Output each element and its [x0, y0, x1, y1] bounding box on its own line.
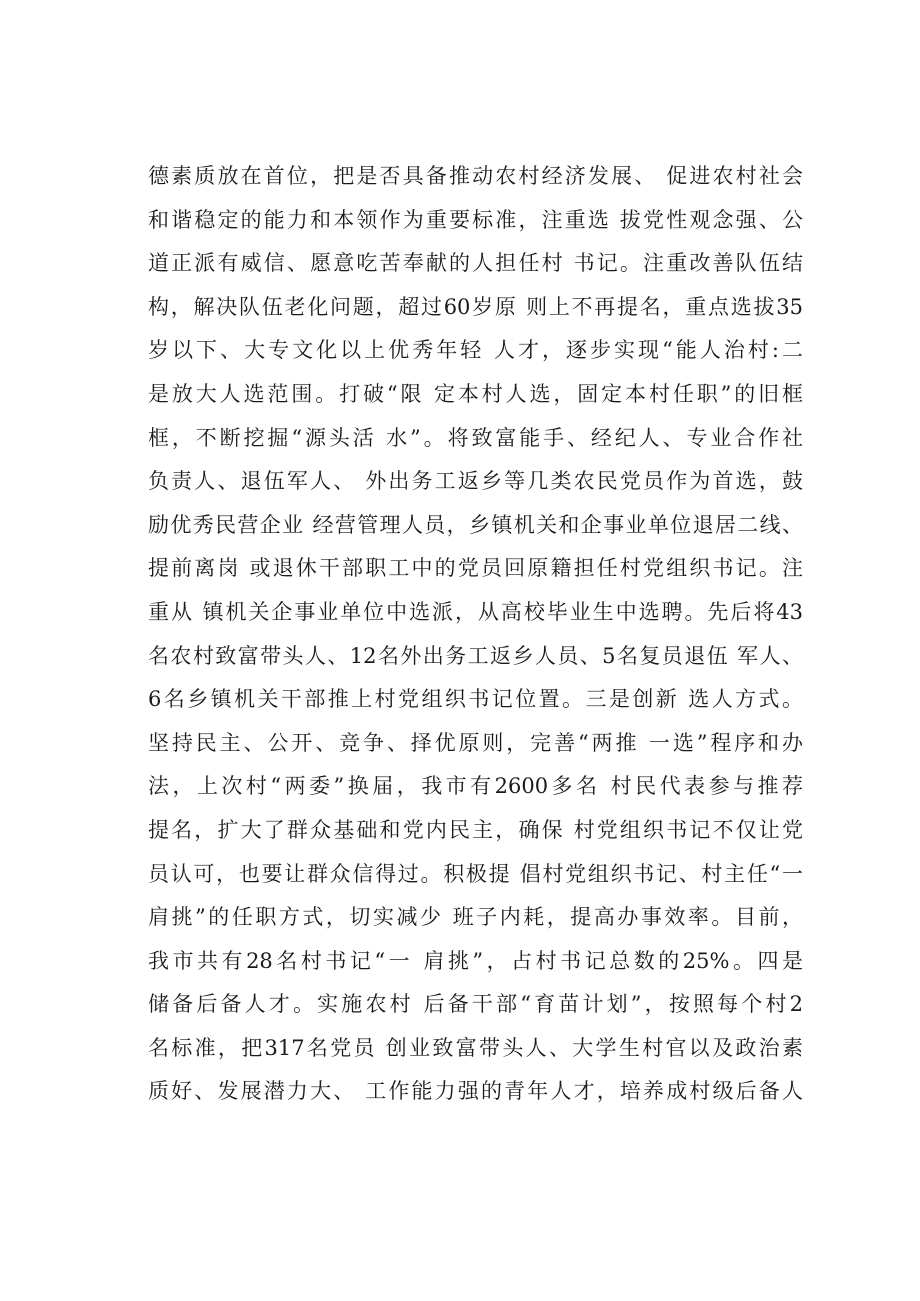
- text-line: 肩挑”的任职方式，切实减少 班子内耗，提高办事效率。目前，: [148, 905, 803, 930]
- text-line: 道正派有威信、愿意吃苦奉献的人担任村 书记。注重改善队伍结: [148, 251, 803, 276]
- text-line: 储备后备人才。实施农村 后备干部“育苗计划”，按照每个村2: [148, 992, 803, 1017]
- text-line: 励优秀民营企业 经营管理人员，乡镇机关和企事业单位退居二线、: [148, 512, 803, 537]
- text-line: 负责人、退伍军人、 外出务工返乡等几类农民党员作为首选，鼓: [148, 469, 803, 494]
- text-line: 重从 镇机关企事业单位中选派，从高校毕业生中选聘。先后将43: [148, 599, 803, 624]
- text-line: 我市共有28名村书记“一 肩挑”，占村书记总数的25%。四是: [148, 948, 803, 973]
- text-line: 法，上次村“两委”换届，我市有2600多名 村民代表参与推荐: [148, 774, 803, 799]
- text-line: 框，不断挖掘“源头活 水”。将致富能手、经纪人、专业合作社: [148, 425, 803, 450]
- text-line: 提前离岗 或退休干部职工中的党员回原籍担任村党组织书记。注: [148, 556, 803, 581]
- text-line: 坚持民主、公开、竞争、择优原则，完善“两推 一选”程序和办: [148, 730, 803, 755]
- text-line: 和谐稳定的能力和本领作为重要标准，注重选 拔党性观念强、公: [148, 207, 803, 232]
- text-line: 提名，扩大了群众基础和党内民主，确保 村党组织书记不仅让党: [148, 817, 803, 842]
- text-line: 质好、发展潜力大、 工作能力强的青年人才，培养成村级后备人: [148, 1079, 803, 1104]
- text-line: 员认可，也要让群众信得过。积极提 倡村党组织书记、村主任“一: [148, 861, 803, 886]
- document-body: [148, 155, 803, 1114]
- text-line: 岁以下、大专文化以上优秀年轻 人才，逐步实现“能人治村:二: [148, 338, 803, 363]
- text-line: 德素质放在首位，把是否具备推动农村经济发展、 促进农村社会: [148, 164, 803, 188]
- text-line: 构，解决队伍老化问题，超过60岁原 则上不再提名，重点选拔35: [148, 294, 803, 319]
- text-line: 6名乡镇机关干部推上村党组织书记位置。三是创新 选人方式。: [148, 687, 803, 712]
- text-line: 名农村致富带头人、12名外出务工返乡人员、5名复员退伍 军人、: [148, 643, 803, 668]
- text-line: 名标准，把317名党员 创业致富带头人、大学生村官以及政治素: [148, 1035, 803, 1060]
- text-line: 是放大人选范围。打破“限 定本村人选，固定本村任职”的旧框: [148, 381, 803, 406]
